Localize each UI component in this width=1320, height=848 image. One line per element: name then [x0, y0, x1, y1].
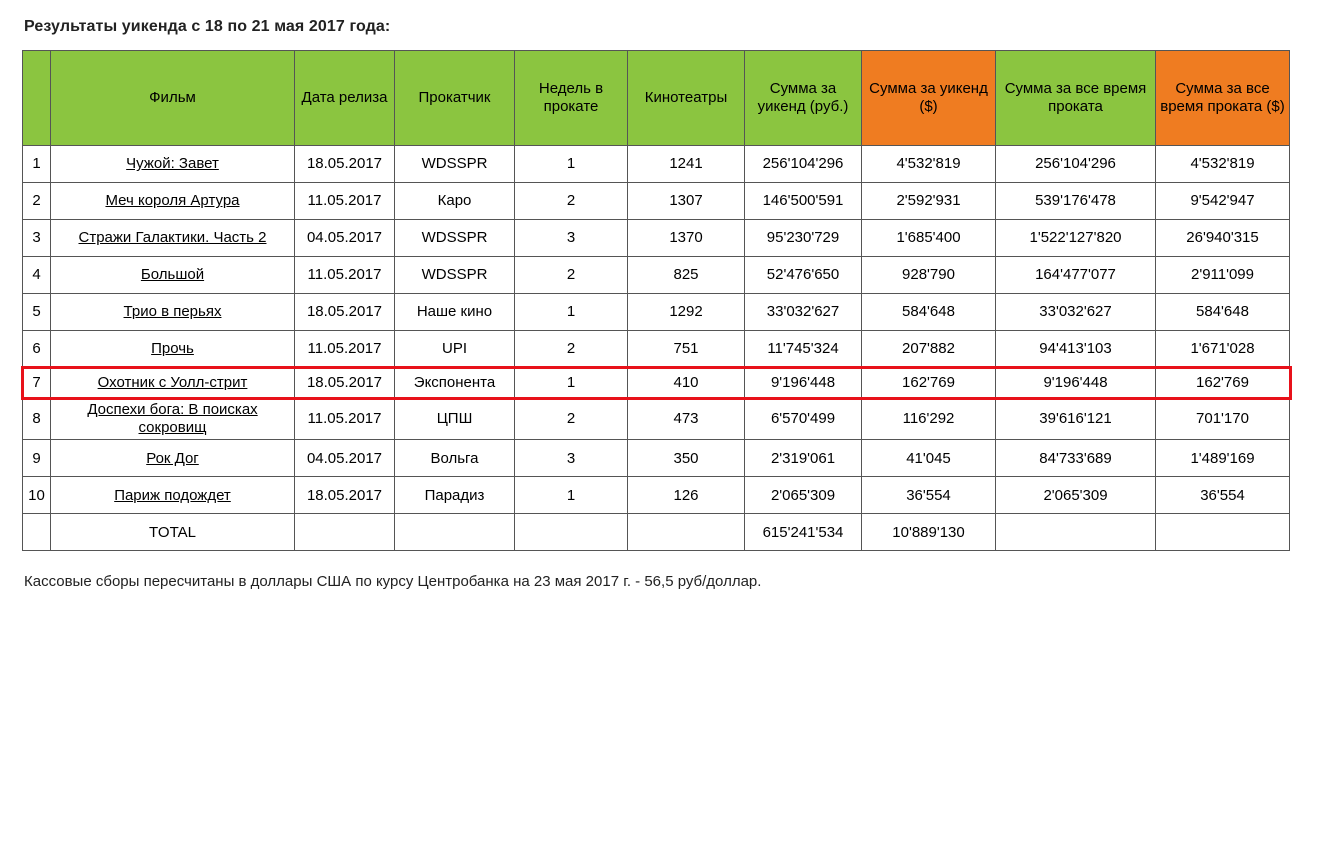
cell-total-usd: 1'489'169 [1156, 440, 1290, 477]
cell-distributor: Вольга [395, 440, 515, 477]
cell-film[interactable] [51, 257, 295, 294]
cell-distributor: ЦПШ [395, 398, 515, 440]
table-row [23, 220, 1290, 257]
header-distributor: Прокатчик [395, 51, 515, 146]
table-wrapper [22, 50, 1300, 551]
cell-total-usd: 4'532'819 [1156, 146, 1290, 183]
row-number: 2 [23, 183, 51, 220]
cell-total-usd: 36'554 [1156, 477, 1290, 514]
cell-cinemas: 350 [628, 440, 745, 477]
film-link[interactable]: Меч короля Артура [105, 192, 240, 210]
cell-cinemas: 410 [628, 368, 745, 398]
row-number: 8 [23, 398, 51, 440]
total-weekend-usd: 10'889'130 [862, 514, 996, 551]
cell-cinemas: 1370 [628, 220, 745, 257]
film-link[interactable]: Прочь [151, 340, 194, 358]
cell-release-date: 18.05.2017 [295, 146, 395, 183]
cell-weekend-usd: 116'292 [862, 398, 996, 440]
cell-weekend-rub: 33'032'627 [745, 294, 862, 331]
header-weekend-usd: Сумма за уикенд ($) [862, 51, 996, 146]
cell-weekend-rub: 9'196'448 [745, 368, 862, 398]
cell-total-rub: 2'065'309 [996, 477, 1156, 514]
cell-distributor: WDSSPR [395, 220, 515, 257]
cell-weeks: 1 [515, 294, 628, 331]
cell-weeks: 1 [515, 477, 628, 514]
cell-film[interactable] [51, 183, 295, 220]
cell-weekend-rub: 52'476'650 [745, 257, 862, 294]
cell-release-date: 18.05.2017 [295, 368, 395, 398]
cell-total-usd: 26'940'315 [1156, 220, 1290, 257]
film-link[interactable]: Трио в перьях [123, 303, 222, 321]
total-distributor [395, 514, 515, 551]
cell-cinemas: 126 [628, 477, 745, 514]
cell-total-usd: 2'911'099 [1156, 257, 1290, 294]
header-weeks: Недель в прокате [515, 51, 628, 146]
cell-weekend-rub: 256'104'296 [745, 146, 862, 183]
table-row [23, 257, 1290, 294]
table-head [23, 51, 1290, 146]
row-number: 3 [23, 220, 51, 257]
cell-release-date: 04.05.2017 [295, 220, 395, 257]
film-link[interactable]: Доспехи бога: В поисках сокровищ [87, 401, 258, 436]
cell-weekend-rub: 95'230'729 [745, 220, 862, 257]
cell-film[interactable] [51, 368, 295, 398]
cell-weekend-usd: 1'685'400 [862, 220, 996, 257]
cell-release-date: 18.05.2017 [295, 294, 395, 331]
cell-total-rub: 539'176'478 [996, 183, 1156, 220]
film-link[interactable]: Рок Дог [146, 449, 199, 467]
row-number: 7 [23, 368, 51, 398]
cell-total-rub: 84'733'689 [996, 440, 1156, 477]
film-link[interactable]: Большой [140, 266, 205, 284]
cell-release-date: 04.05.2017 [295, 440, 395, 477]
footnote: Кассовые сборы пересчитаны в доллары США по курсу Центробанка на 23 мая 2017 г. - 56,5 руб/доллар. [24, 573, 762, 591]
film-link[interactable]: Париж подождет [114, 486, 231, 504]
cell-weekend-usd: 2'592'931 [862, 183, 996, 220]
cell-weekend-rub: 2'065'309 [745, 477, 862, 514]
cell-film[interactable] [51, 331, 295, 368]
table-body [23, 146, 1290, 551]
film-link[interactable]: Стражи Галактики. Часть 2 [78, 229, 267, 247]
cell-release-date: 18.05.2017 [295, 477, 395, 514]
cell-weekend-usd: 584'648 [862, 294, 996, 331]
cell-total-rub: 33'032'627 [996, 294, 1156, 331]
table-row [23, 398, 1290, 440]
cell-film[interactable] [51, 146, 295, 183]
header-total-usd: Сумма за все время проката ($) [1156, 51, 1290, 146]
table-row [23, 368, 1290, 398]
film-link[interactable]: Чужой: Завет [126, 155, 219, 173]
cell-weekend-usd: 207'882 [862, 331, 996, 368]
row-number: 10 [23, 477, 51, 514]
header-cinemas: Кинотеатры [628, 51, 745, 146]
cell-total-usd: 584'648 [1156, 294, 1290, 331]
total-total-usd [1156, 514, 1290, 551]
cell-weeks: 1 [515, 146, 628, 183]
cell-weeks: 2 [515, 257, 628, 294]
cell-weekend-usd: 928'790 [862, 257, 996, 294]
cell-weekend-usd: 4'532'819 [862, 146, 996, 183]
cell-weekend-rub: 2'319'061 [745, 440, 862, 477]
cell-total-rub: 1'522'127'820 [996, 220, 1156, 257]
cell-film[interactable] [51, 440, 295, 477]
total-label: TOTAL [51, 514, 295, 551]
cell-total-usd: 162'769 [1156, 368, 1290, 398]
total-weeks [515, 514, 628, 551]
cell-distributor: WDSSPR [395, 146, 515, 183]
cell-total-rub: 256'104'296 [996, 146, 1156, 183]
cell-weeks: 2 [515, 398, 628, 440]
total-release-date [295, 514, 395, 551]
cell-release-date: 11.05.2017 [295, 331, 395, 368]
cell-film[interactable] [51, 294, 295, 331]
cell-weekend-rub: 146'500'591 [745, 183, 862, 220]
cell-total-rub: 9'196'448 [996, 368, 1156, 398]
cell-release-date: 11.05.2017 [295, 257, 395, 294]
cell-distributor: Каро [395, 183, 515, 220]
cell-total-usd: 701'170 [1156, 398, 1290, 440]
cell-weekend-usd: 36'554 [862, 477, 996, 514]
cell-cinemas: 825 [628, 257, 745, 294]
row-number: 1 [23, 146, 51, 183]
header-film: Фильм [51, 51, 295, 146]
cell-total-rub: 39'616'121 [996, 398, 1156, 440]
cell-distributor: UPI [395, 331, 515, 368]
table-row [23, 294, 1290, 331]
cell-distributor: Экспонента [395, 368, 515, 398]
cell-weekend-rub: 6'570'499 [745, 398, 862, 440]
cell-weeks: 3 [515, 440, 628, 477]
row-number: 4 [23, 257, 51, 294]
header-total-rub: Сумма за все время проката [996, 51, 1156, 146]
total-cinemas [628, 514, 745, 551]
header-row [23, 51, 1290, 146]
cell-cinemas: 751 [628, 331, 745, 368]
box-office-table [22, 50, 1290, 551]
cell-distributor: Парадиз [395, 477, 515, 514]
cell-film[interactable] [51, 477, 295, 514]
row-number: 6 [23, 331, 51, 368]
film-link[interactable]: Охотник с Уолл-стрит [97, 373, 248, 391]
cell-film[interactable] [51, 220, 295, 257]
cell-cinemas: 473 [628, 398, 745, 440]
header-release-date: Дата релиза [295, 51, 395, 146]
table-row [23, 146, 1290, 183]
cell-total-rub: 94'413'103 [996, 331, 1156, 368]
cell-weekend-rub: 11'745'324 [745, 331, 862, 368]
cell-cinemas: 1241 [628, 146, 745, 183]
cell-distributor: Наше кино [395, 294, 515, 331]
cell-cinemas: 1307 [628, 183, 745, 220]
cell-release-date: 11.05.2017 [295, 183, 395, 220]
total-total-rub [996, 514, 1156, 551]
row-number: 9 [23, 440, 51, 477]
cell-total-rub: 164'477'077 [996, 257, 1156, 294]
row-number: 5 [23, 294, 51, 331]
total-row-number [23, 514, 51, 551]
cell-film[interactable] [51, 398, 295, 440]
cell-weekend-usd: 41'045 [862, 440, 996, 477]
table-row [23, 440, 1290, 477]
cell-weeks: 1 [515, 368, 628, 398]
total-row [23, 514, 1290, 551]
table-row [23, 183, 1290, 220]
cell-weekend-usd: 162'769 [862, 368, 996, 398]
cell-distributor: WDSSPR [395, 257, 515, 294]
cell-release-date: 11.05.2017 [295, 398, 395, 440]
table-row [23, 331, 1290, 368]
cell-cinemas: 1292 [628, 294, 745, 331]
table-row [23, 477, 1290, 514]
total-weekend-rub: 615'241'534 [745, 514, 862, 551]
cell-total-usd: 1'671'028 [1156, 331, 1290, 368]
header-number [23, 51, 51, 146]
cell-total-usd: 9'542'947 [1156, 183, 1290, 220]
cell-weeks: 2 [515, 331, 628, 368]
cell-weeks: 2 [515, 183, 628, 220]
page-title: Результаты уикенда с 18 по 21 мая 2017 года: [24, 18, 391, 35]
header-weekend-rub: Сумма за уикенд (руб.) [745, 51, 862, 146]
cell-weeks: 3 [515, 220, 628, 257]
